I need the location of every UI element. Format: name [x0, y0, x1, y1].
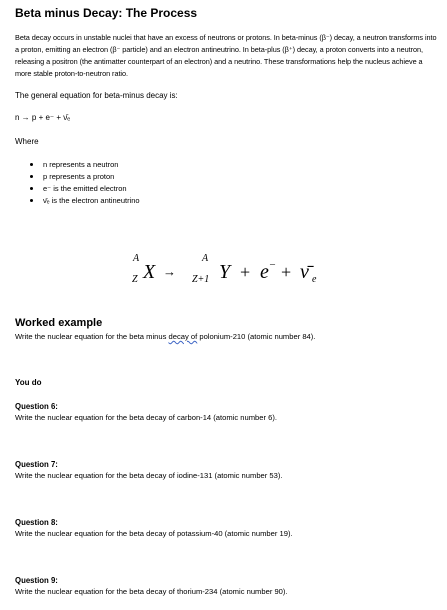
intro-paragraph: Beta decay occurs in unstable nuclei that have an excess of neutrons or protons. In beta-minus (β⁻) decay, a neutron transforms into a proton, emitting an electron (β⁻ particle) and an electron antineutrino. In beta-plus (β⁺) decay, a proton converts into a neutron, releasing a positron (the antimatter counterpart of an electron) and a neutrino. These transformations help the nucleus achieve a more stable proton-to-neutron ratio.	[15, 33, 437, 78]
bullet-icon	[30, 163, 33, 166]
parent-symbol: X	[143, 261, 156, 283]
question-label: Question 6:	[15, 402, 58, 411]
question-label: Question 9:	[15, 576, 58, 585]
electron-symbol: e	[260, 261, 269, 283]
atomic-number-daughter: Z+1	[192, 274, 210, 285]
list-item	[30, 183, 140, 195]
general-equation-label: The general equation for beta-minus decay is:	[15, 91, 178, 100]
daughter-symbol: Y	[219, 261, 231, 283]
question-text: Write the nuclear equation for the beta decay of thorium-234 (atomic number 90).	[15, 587, 288, 596]
worked-example-heading: Worked example	[15, 317, 103, 329]
definition-text: ν̄ₑ is the electron antineutrino	[43, 196, 140, 205]
page-title: Beta minus Decay: The Process	[15, 6, 198, 20]
antineutrino-symbol: ν̄	[300, 261, 309, 283]
you-do-heading: You do	[15, 378, 42, 387]
definition-text: e⁻ is the emitted electron	[43, 184, 127, 193]
question-label: Question 8:	[15, 518, 58, 527]
simple-equation: n → p + e⁻ + ν̄ₑ	[15, 113, 71, 122]
definition-text: n represents a neutron	[43, 160, 119, 169]
question-label: Question 7:	[15, 460, 58, 469]
mass-number-daughter: A	[202, 253, 209, 264]
where-label: Where	[15, 137, 39, 146]
list-item	[30, 195, 140, 207]
plus-sign: +	[281, 262, 292, 282]
bullet-icon	[30, 187, 33, 190]
bullet-icon	[30, 175, 33, 178]
mass-number-parent: A	[133, 253, 140, 264]
list-item	[30, 171, 140, 183]
spellcheck-underline: decay of	[168, 332, 198, 341]
beta-decay-formula	[0, 238, 447, 298]
plus-sign: +	[240, 262, 251, 282]
bullet-icon	[30, 199, 33, 202]
question-text: Write the nuclear equation for the beta decay of carbon-14 (atomic number 6).	[15, 413, 277, 422]
worked-example-text	[15, 332, 315, 341]
atomic-number-parent: Z	[132, 274, 138, 285]
electron-charge: –	[270, 259, 275, 270]
worked-text-part: Write the nuclear equation for the beta minus	[15, 332, 169, 341]
definition-list	[30, 159, 140, 207]
definition-text: p represents a proton	[43, 172, 115, 181]
worked-text-part: polonium-210 (atomic number 84).	[197, 332, 316, 341]
question-text: Write the nuclear equation for the beta decay of potassium-40 (atomic number 19).	[15, 529, 293, 538]
question-text: Write the nuclear equation for the beta decay of iodine-131 (atomic number 53).	[15, 471, 283, 480]
antineutrino-subscript: e	[312, 274, 317, 285]
list-item	[30, 159, 140, 171]
reaction-arrow: →	[163, 264, 176, 279]
